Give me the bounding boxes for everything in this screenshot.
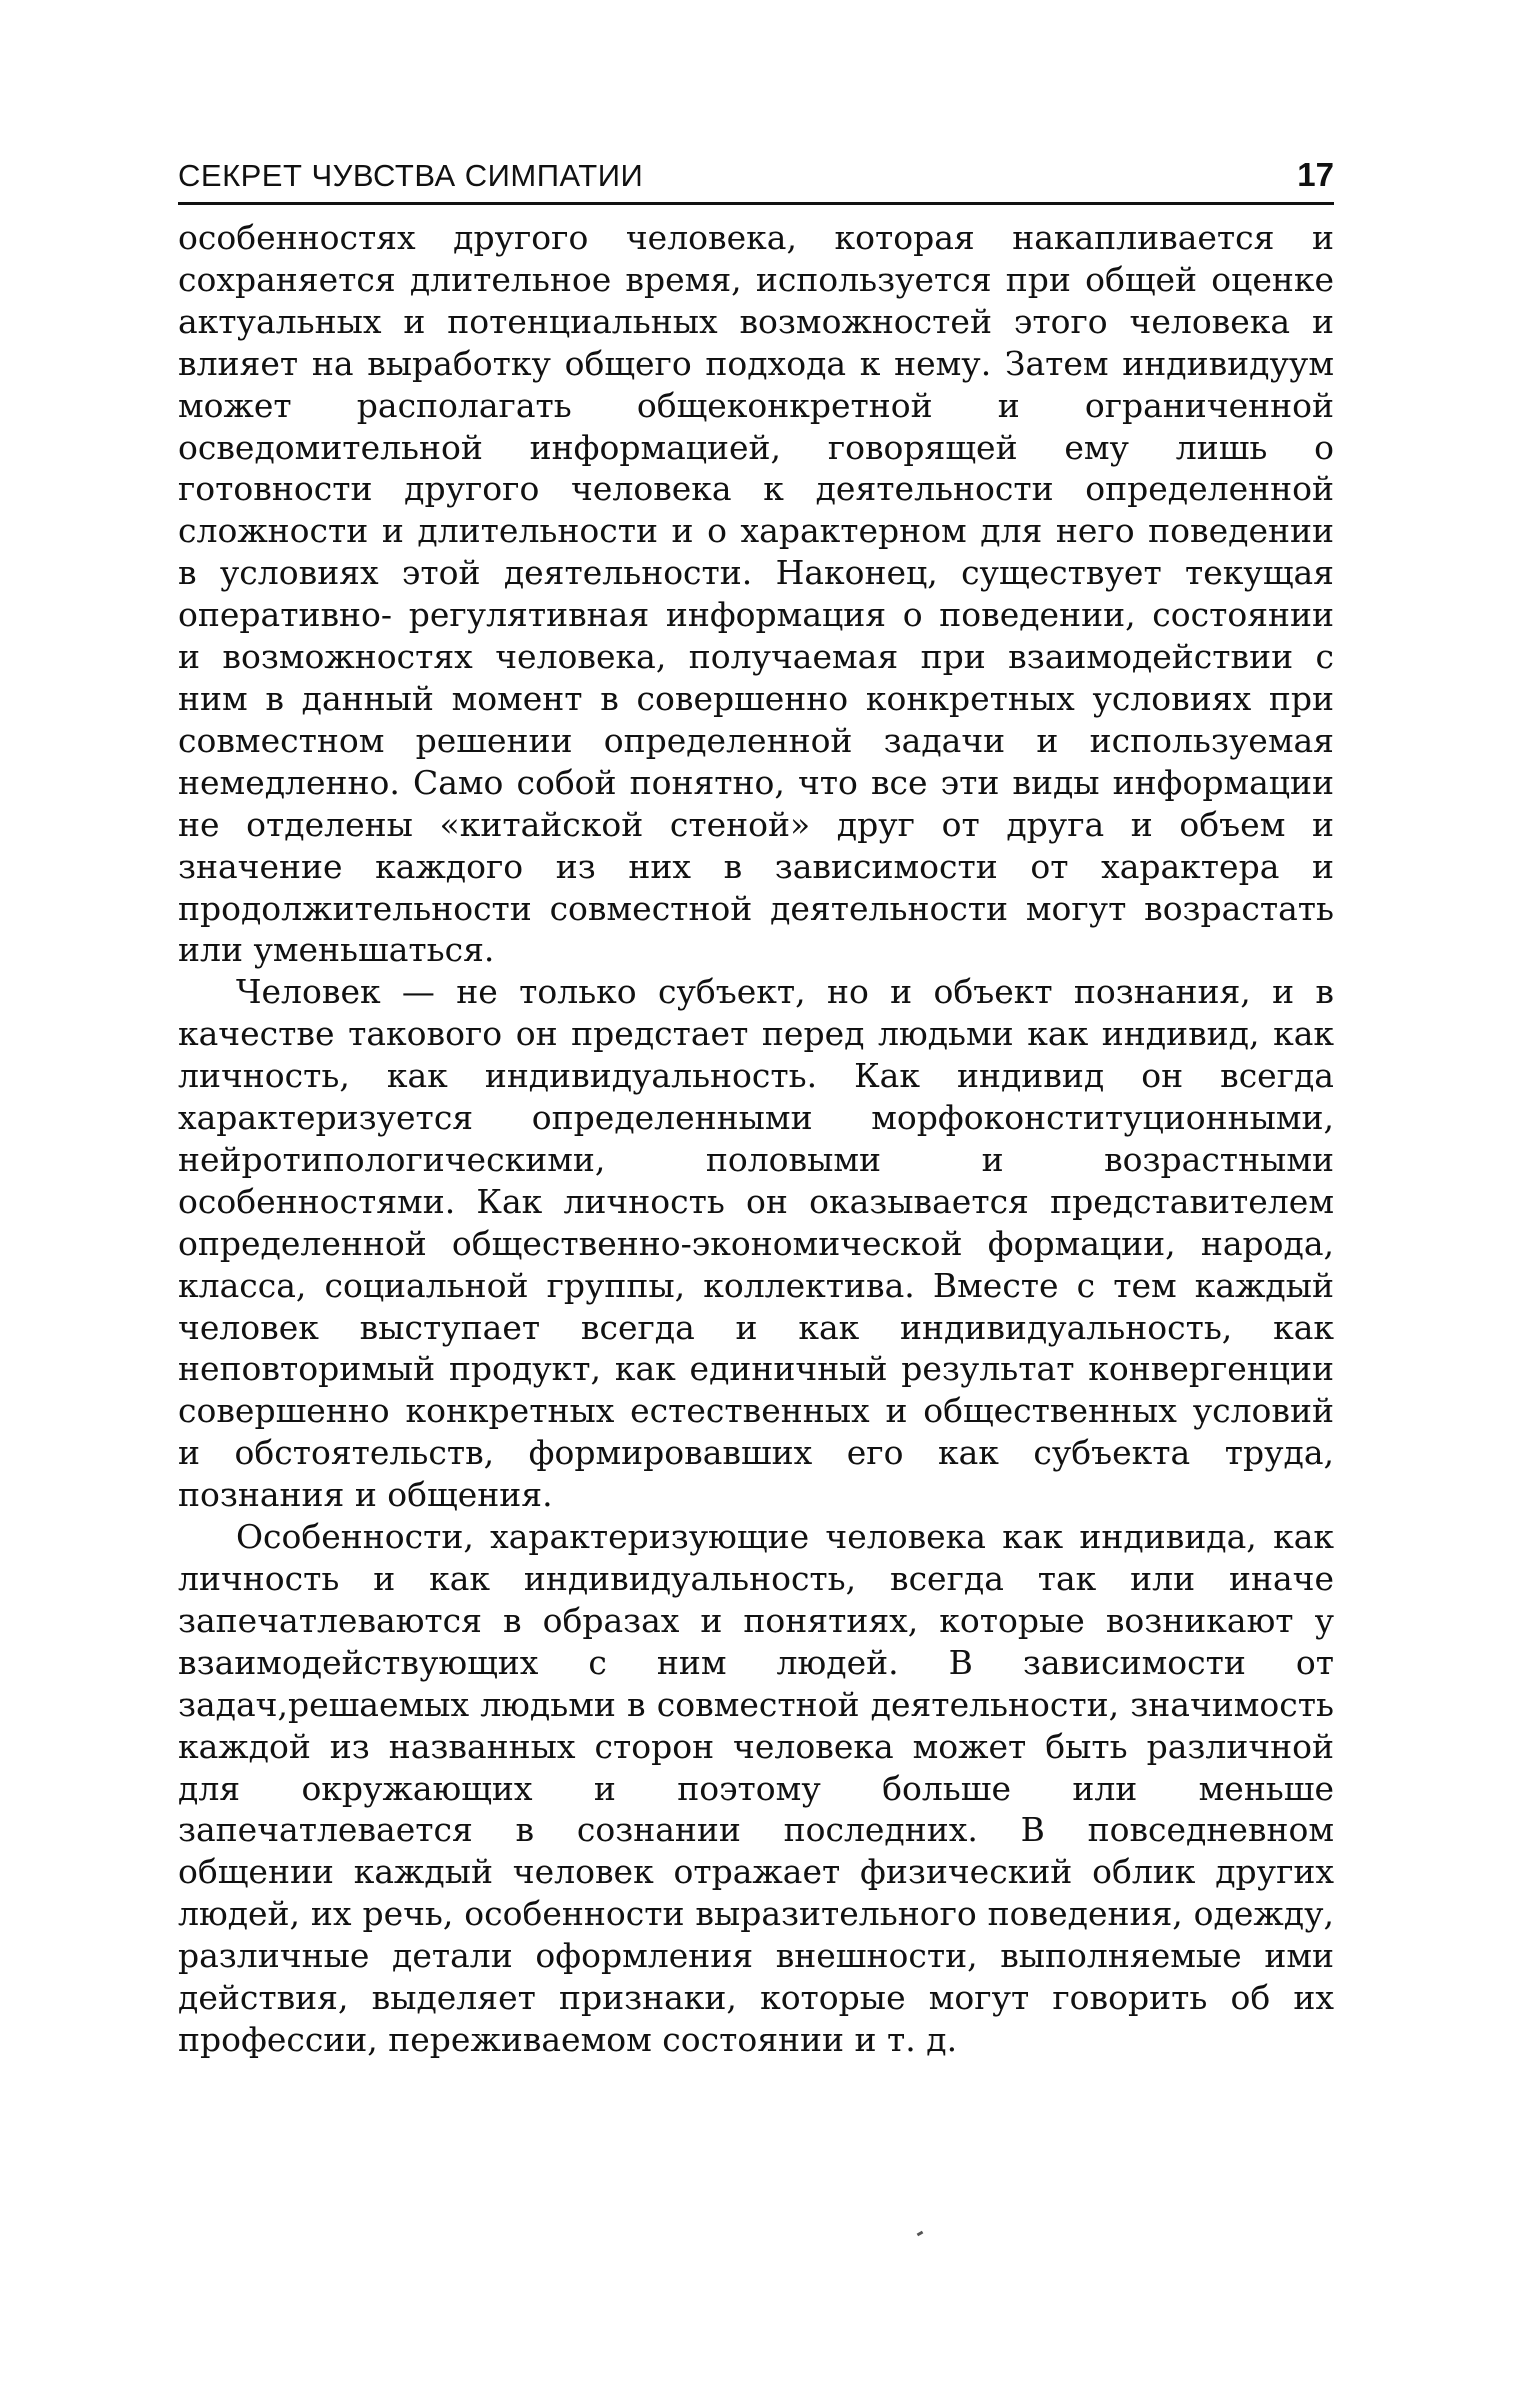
body-text: [178, 217, 1334, 2061]
book-page: [178, 150, 1334, 2061]
page-number: 17: [1297, 156, 1334, 193]
paragraph-1: особенностях другого человека, которая накапливается и сохраняется длительное время, используется при общей оценке актуальных и потенциальных возможностей этого человека и влияет на выработку общего подхода к нему. Затем индивидуум может располагать общеконкретной и ограниченной осведомительной информацией, говорящей ему лишь о готовности другого человека к деятельности определенной сложности и длительности и о характерном для него поведении в условиях этой деятельности. Наконец, существует текущая оперативно- регулятивная информация о поведении, состоянии и возможностях человека, получаемая при взаимодействии с ним в данный момент в совершенно конкретных условиях при совместном решении определенной задачи и используемая немедленно. Само собой понятно, что все эти виды информации не отделены «китайской стеной» друг от друга и объем и значение каждого из них в зависимости от характера и продолжительности совместной деятельности могут возрастать или уменьшаться.: [178, 218, 1334, 970]
running-header: [178, 150, 1334, 205]
paragraph-3: Особенности, характеризующие человека как индивида, как личность и как индивидуальность, всегда так или иначе запечатлеваются в образах и понятиях, которые возникают у взаимодействующих с ним людей. В зависимости от задач,решаемых людьми в совместной деятельности, значимость каждой из названных сторон человека может быть различной для окружающих и поэтому больше или меньше запечатлевается в сознании последних. В повседневном общении каждый человек отражает физический облик других людей, их речь, особенности выразительного поведения, одежду, различные детали оформления внешности, выполняемые ими действия, выделяет признаки, которые могут говорить об их профессии, переживаемом состоянии и т. д.: [178, 1517, 1334, 2059]
scan-speck: [917, 2231, 924, 2237]
paragraph-2: Человек — не только субъект, но и объект познания, и в качестве такового он предстает перед людьми как индивид, как личность, как индивидуальность. Как индивид он всегда характеризуется определенными морфоконституционными, нейротипологическими, половыми и возрастными особенностями. Как личность он оказывается представителем определенной общественно-экономической формации, народа, класса, социальной группы, коллектива. Вместе с тем каждый человек выступает всегда и как индивидуальность, как неповторимый продукт, как единичный результат конвергенции совершенно конкретных естественных и общественных условий и обстоятельств, формировавших его как субъекта труда, познания и общения.: [178, 972, 1334, 1515]
running-title: СЕКРЕТ ЧУВСТВА СИМПАТИИ: [178, 158, 644, 193]
